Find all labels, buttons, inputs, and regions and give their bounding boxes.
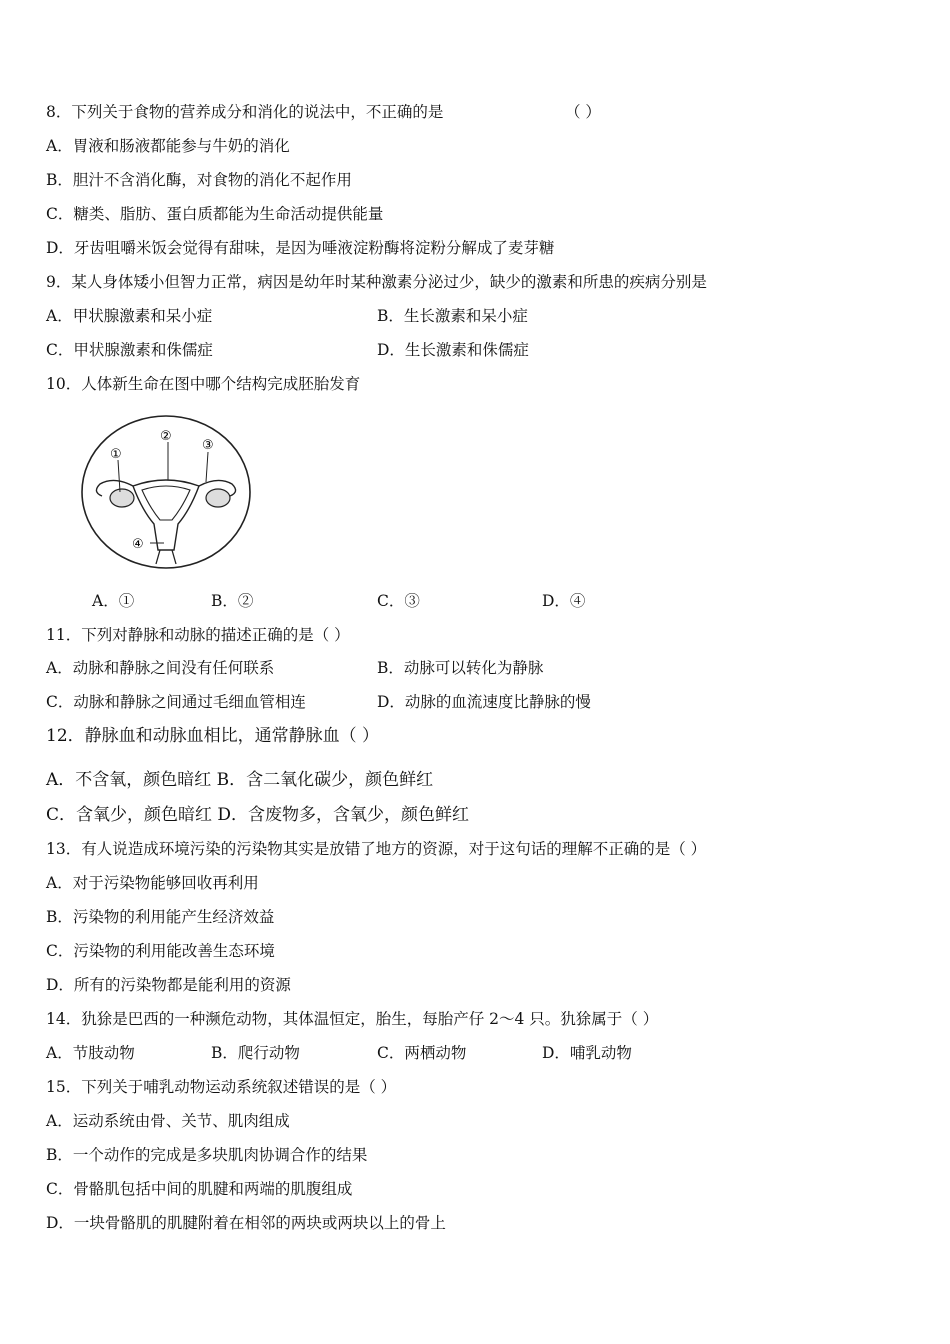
- q9-option-d: D．生长激素和侏儒症: [377, 341, 529, 359]
- q11-stem: 11．下列对静脉和动脉的描述正确的是（ ）: [46, 626, 350, 644]
- q10-option-a: A．①: [92, 592, 135, 610]
- q9-option-a: A．甲状腺激素和呆小症: [46, 307, 213, 325]
- q13-option-d: D．所有的污染物都是能利用的资源: [46, 976, 291, 994]
- q9-stem: 9．某人身体矮小但智力正常，病因是幼年时某种激素分泌过少，缺少的激素和所患的疾病分别是: [46, 273, 707, 291]
- q8-option-d: D．牙齿咀嚼米饭会觉得有甜味，是因为唾液淀粉酶将淀粉分解成了麦芽糖: [46, 239, 555, 257]
- q8-option-c: C．糖类、脂肪、蛋白质都能为生命活动提供能量: [46, 205, 384, 223]
- q8-stem: 8．下列关于食物的营养成分和消化的说法中，不正确的是: [46, 103, 444, 121]
- q14-option-b: B．爬行动物: [211, 1044, 300, 1062]
- figure-label-3: ③: [202, 438, 214, 453]
- q9-option-b: B．生长激素和呆小症: [377, 307, 528, 325]
- vagina: [156, 550, 176, 564]
- q11-option-a: A．动脉和静脉之间没有任何联系: [46, 659, 275, 677]
- q15-option-a: A．运动系统由骨、关节、肌肉组成: [46, 1112, 290, 1130]
- q12-options-cd: C．含氧少，颜色暗红 D．含废物多，含氧少，颜色鲜红: [46, 805, 470, 825]
- q8-answer-paren: （ ）: [565, 103, 601, 121]
- female-reproductive-system-figure: [78, 412, 253, 572]
- q10-option-c: C．③: [377, 592, 420, 610]
- q13-option-a: A．对于污染物能够回收再利用: [46, 874, 259, 892]
- uterus-cavity: [142, 486, 190, 520]
- q14-option-c: C．两栖动物: [377, 1044, 467, 1062]
- q10-option-d: D．④: [542, 592, 586, 610]
- figure-label-1: ①: [110, 447, 122, 462]
- figure-label-4: ④: [132, 537, 144, 552]
- right-ovary: [206, 489, 230, 507]
- q10-option-b: B．②: [211, 592, 254, 610]
- q12-options-ab: A．不含氧，颜色暗红 B．含二氧化碳少，颜色鲜红: [46, 770, 434, 790]
- q14-option-a: A．节肢动物: [46, 1044, 135, 1062]
- q11-option-c: C．动脉和静脉之间通过毛细血管相连: [46, 693, 306, 711]
- pointer-3: [206, 452, 208, 482]
- pointer-1: [118, 460, 120, 492]
- q8-option-a: A．胃液和肠液都能参与牛奶的消化: [46, 137, 290, 155]
- q11-option-b: B．动脉可以转化为静脉: [377, 659, 544, 677]
- q14-stem: 14．犰狳是巴西的一种濒危动物，其体温恒定，胎生，每胎产仔 2～4 只。犰狳属于（ ）: [46, 1010, 659, 1028]
- q13-option-b: B．污染物的利用能产生经济效益: [46, 908, 275, 926]
- q15-option-c: C．骨骼肌包括中间的肌腱和两端的肌腹组成: [46, 1180, 353, 1198]
- q11-option-d: D．动脉的血流速度比静脉的慢: [377, 693, 591, 711]
- q14-option-d: D．哺乳动物: [542, 1044, 632, 1062]
- q15-option-d: D．一块骨骼肌的肌腱附着在相邻的两块或两块以上的骨上: [46, 1214, 446, 1232]
- q13-stem: 13．有人说造成环境污染的污染物其实是放错了地方的资源，对于这句话的理解不正确的是（ ）: [46, 840, 707, 858]
- q9-option-c: C．甲状腺激素和侏儒症: [46, 341, 213, 359]
- figure-label-2: ②: [160, 429, 172, 444]
- q15-option-b: B．一个动作的完成是多块肌肉协调合作的结果: [46, 1146, 368, 1164]
- q8-option-b: B．胆汁不含消化酶，对食物的消化不起作用: [46, 171, 352, 189]
- q15-stem: 15．下列关于哺乳动物运动系统叙述错误的是（ ）: [46, 1078, 397, 1096]
- left-ovary: [110, 489, 134, 507]
- q10-stem: 10．人体新生命在图中哪个结构完成胚胎发育: [46, 375, 361, 393]
- q12-stem: 12．静脉血和动脉血相比，通常静脉血（ ）: [46, 726, 380, 746]
- q13-option-c: C．污染物的利用能改善生态环境: [46, 942, 275, 960]
